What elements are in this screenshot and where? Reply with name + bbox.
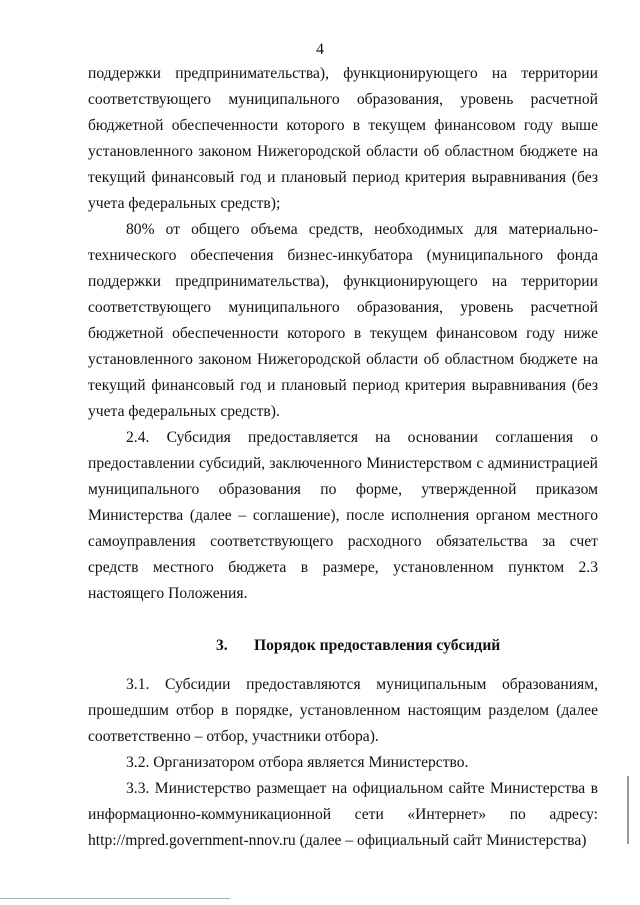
page-number: 4: [316, 41, 324, 58]
section-title: Порядок предоставления субсидий: [254, 637, 501, 654]
paragraph-continuation: поддержки предпринимательства), функционирующего на территории соответствующего муниципального образования, уровень расчетной бюджетной обеспеченности которого в текущем финансовом году выше установленного законом Нижегородской области об областном бюджете на текущий финансовый год и плановый период критерия выравнивания (без учета федеральных средств);: [88, 65, 598, 212]
document-body: [88, 61, 598, 854]
paragraph-3-3: 3.3. Министерство размещает на официальном сайте Министерства в информационно-коммуникационной сети «Интернет» по адресу: http://mpred.government-nnov.ru (далее – официальный сайт Министерства): [88, 780, 598, 849]
section-heading: [88, 633, 598, 659]
paragraph-80-percent: 80% от общего объема средств, необходимых для материально-технического обеспечения бизнес-инкубатора (муниципального фонда поддержки предпринимательства), функционирующего на территории соответствующего муниципального образования, уровень расчетной бюджетной обеспеченности которого в текущем финансовом году ниже установленного законом Нижегородской области об областном бюджете на текущий финансовый год и плановый период критерия выравнивания (без учета федеральных средств).: [88, 221, 598, 420]
paragraph-3-1: 3.1. Субсидии предоставляются муниципальным образованиям, прошедшим отбор в порядке, установленном настоящим разделом (далее соответственно – отбор, участники отбора).: [88, 676, 598, 745]
paragraph-3-2: 3.2. Организатором отбора является Министерство.: [126, 754, 469, 771]
paragraph-2-4: 2.4. Субсидия предоставляется на основании соглашения о предоставлении субсидий, заключенного Министерством с администрацией муниципального образования по форме, утвержденной приказом Министерства (далее – соглашение), после исполнения органом местного самоуправления соответствующего расходного обязательства за счет средств местного бюджета в размере, установленном пунктом 2.3 настоящего Положения.: [88, 429, 598, 602]
section-number: 3.: [216, 637, 228, 654]
scan-bottom-line: [0, 898, 230, 899]
scan-edge-mark: [627, 776, 629, 844]
